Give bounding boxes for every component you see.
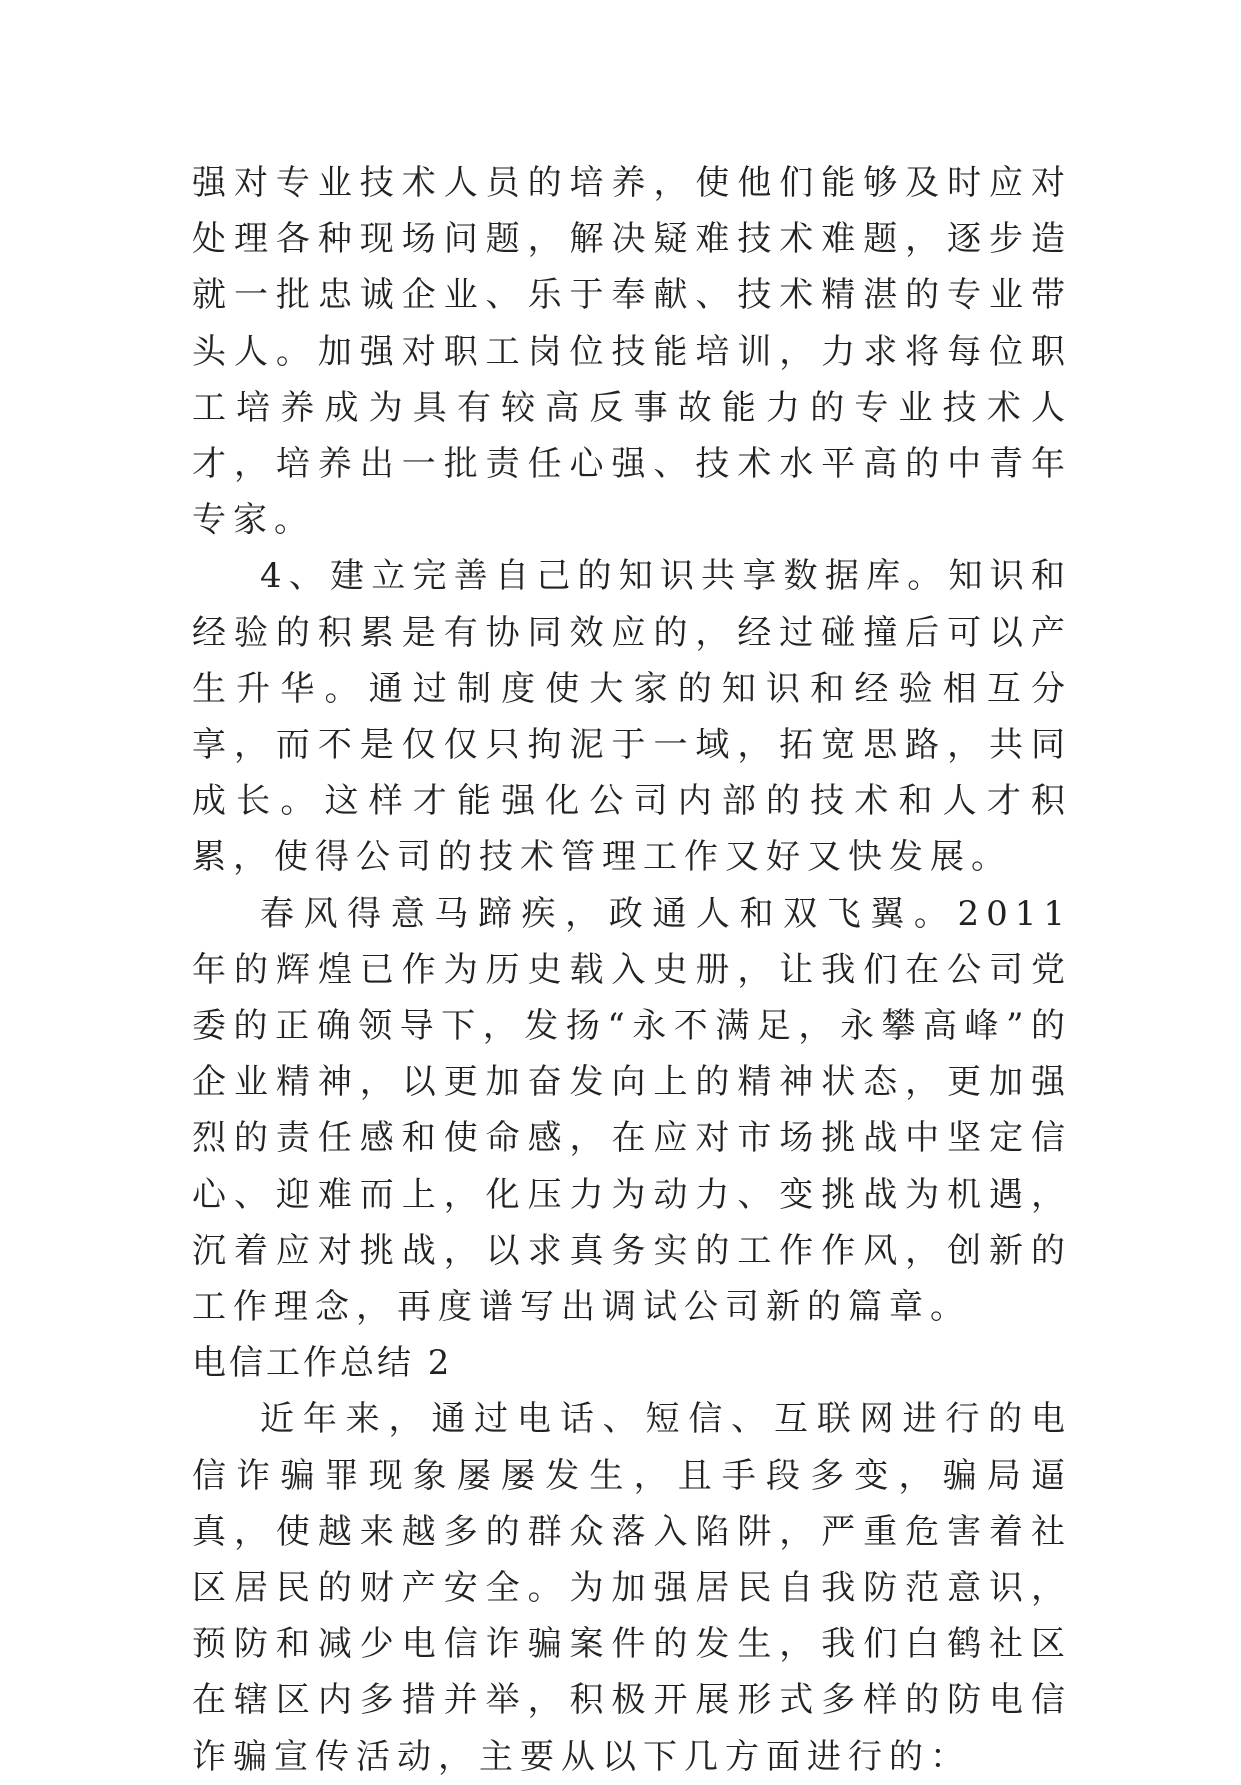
paragraph-training: 强对专业技术人员的培养，使他们能够及时应对处理各种现场问题，解决疑难技术难题，逐步造就一批忠诚企业、乐于奉献、技术精湛的专业带头人。加强对职工岗位技能培训，力求将每位职工培养成为具有较高反事故能力的专业技术人才，培养出一批责任心强、技术水平高的中青年专家。	[192, 163, 1072, 541]
paragraph-conclusion: 春风得意马蹄疾，政通人和双飞翼。2011 年的辉煌已作为历史载入史册，让我们在公司党委的正确领导下，发扬“永不满足，永攀高峰”的企业精神，以更加奋发向上的精神状态，更加强烈的责任感和使命感，在应对市场挑战中坚定信心、迎难而上，化压力为动力、变挑战为机遇，沉着应对挑战，以求真务实的工作作风，创新的工作理念，再度谱写出调试公司新的篇章。	[192, 893, 1072, 1328]
paragraph-knowledge-database: 4、建立完善自己的知识共享数据库。知识和经验的积累是有协同效应的，经过碰撞后可以产生升华。通过制度使大家的知识和经验相互分享，而不是仅仅只拘泥于一域，拓宽思路，共同成长。这样才能强化公司内部的技术和人才积累，使得公司的技术管理工作又好又快发展。	[192, 556, 1072, 878]
section-heading: 电信工作总结 2	[192, 1343, 453, 1384]
document-body	[192, 155, 1072, 1785]
paragraph-telecom-fraud: 近年来，通过电话、短信、互联网进行的电信诈骗罪现象屡屡发生，且手段多变，骗局逼真，使越来越多的群众落入陷阱，严重危害着社区居民的财产安全。为加强居民自我防范意识，预防和减少电信诈骗案件的发生，我们白鹤社区在辖区内多措并举，积极开展形式多样的防电信诈骗宣传活动，主要从以下几方面进行的：	[192, 1399, 1072, 1777]
